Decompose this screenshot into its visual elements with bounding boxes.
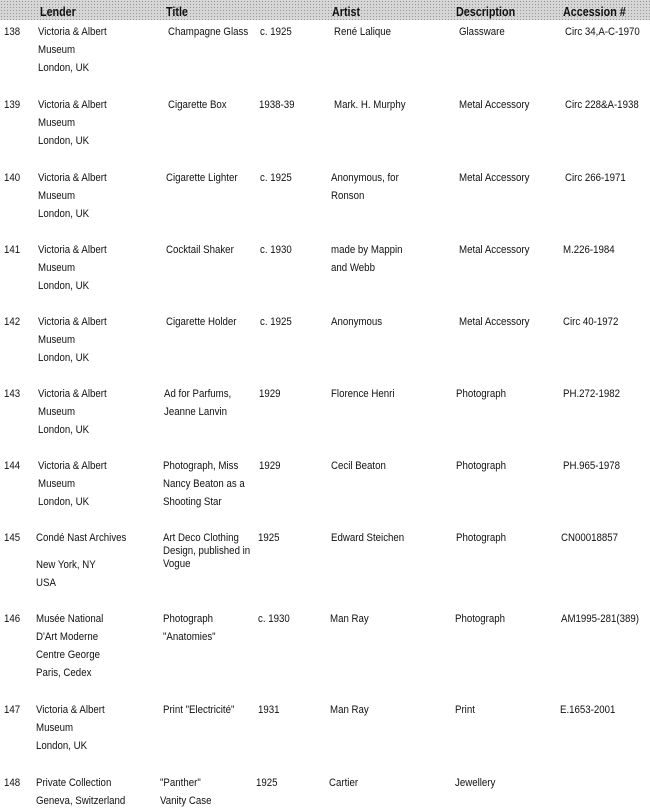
lender-cell-line: London, UK: [38, 62, 90, 74]
title-cell-line: Cigarette Lighter: [166, 172, 238, 184]
title-cell: [166, 241, 234, 259]
row-number: 139: [4, 99, 21, 111]
title-cell: [163, 532, 250, 571]
title-cell: [163, 701, 234, 719]
title-cell-line: "Anatomies": [163, 631, 216, 643]
lender-cell-line: Museum: [38, 117, 76, 129]
artist-cell-line: Anonymous: [331, 316, 383, 328]
lender-cell: [36, 610, 103, 682]
title-cell: [163, 610, 216, 646]
description-cell: Photograph: [456, 460, 507, 472]
lender-cell: [38, 169, 107, 223]
lender-cell-line: Victoria & Albert: [36, 704, 105, 716]
header-artist: Artist: [332, 5, 361, 19]
lender-cell: [36, 774, 125, 810]
lender-cell-line: Condé Nast Archives: [36, 532, 127, 544]
lender-cell-line: Musée National: [36, 613, 104, 625]
title-cell: [163, 457, 245, 511]
artist-cell-line: and Webb: [331, 262, 375, 274]
row-number: 138: [4, 26, 21, 38]
date-cell: c. 1930: [260, 244, 292, 256]
accession-cell: PH.272-1982: [563, 388, 621, 400]
description-cell: Print: [455, 704, 475, 716]
lender-cell-line: Paris, Cedex: [36, 667, 92, 679]
title-cell-line: "Panther": [160, 777, 201, 789]
lender-cell-line: USA: [36, 577, 56, 589]
artist-cell: [334, 23, 391, 41]
accession-cell: M.226-1984: [563, 244, 615, 256]
date-cell: c. 1925: [260, 172, 292, 184]
lender-cell-line: London, UK: [38, 208, 90, 220]
accession-cell: PH.965-1978: [563, 460, 621, 472]
artist-cell-line: Man Ray: [330, 704, 369, 716]
title-cell-line: Champagne Glass: [168, 26, 249, 38]
artist-cell-line: Cecil Beaton: [331, 460, 386, 472]
artist-cell: [331, 385, 394, 403]
header-lender: Lender: [40, 5, 76, 19]
row-number: 144: [4, 460, 21, 472]
title-cell-line: Print "Electricité": [163, 704, 235, 716]
lender-cell-line: London, UK: [38, 496, 90, 508]
description-cell: Photograph: [456, 532, 507, 544]
lender-cell-line: D'Art Moderne: [36, 631, 99, 643]
description-cell: Metal Accessory: [459, 99, 530, 111]
title-cell: [160, 774, 211, 810]
description-cell: Photograph: [456, 388, 507, 400]
artist-cell-line: made by Mappin: [331, 244, 403, 256]
date-cell: 1929: [259, 388, 281, 400]
lender-cell-line: Victoria & Albert: [38, 244, 107, 256]
artist-cell: [331, 313, 382, 331]
lender-cell-line: Museum: [38, 334, 76, 346]
lender-cell: [38, 385, 107, 439]
row-number: 148: [4, 777, 21, 789]
lender-cell-line: Museum: [38, 262, 76, 274]
lender-cell-line: Victoria & Albert: [38, 460, 107, 472]
artist-cell: [329, 774, 358, 792]
lender-cell-line: Geneva, Switzerland: [36, 795, 126, 807]
title-cell-line: Shooting Star: [163, 496, 222, 508]
artist-cell: [330, 610, 369, 628]
accession-cell: CN00018857: [561, 532, 619, 544]
title-cell: [166, 169, 238, 187]
title-cell: [168, 23, 248, 41]
date-cell: c. 1925: [260, 26, 292, 38]
title-cell-line: Cocktail Shaker: [166, 244, 234, 256]
artist-cell-line: Edward Steichen: [331, 532, 405, 544]
date-cell: 1929: [259, 460, 281, 472]
date-cell: c. 1925: [260, 316, 292, 328]
accession-cell: Circ 40-1972: [563, 316, 619, 328]
artist-cell-line: Mark. H. Murphy: [334, 99, 406, 111]
artist-cell: [330, 701, 369, 719]
row-number: 147: [4, 704, 21, 716]
title-cell-line: Cigarette Holder: [166, 316, 237, 328]
description-cell: Photograph: [455, 613, 506, 625]
title-cell-line: Art Deco Clothing: [163, 532, 239, 544]
lender-cell-line: Victoria & Albert: [38, 172, 107, 184]
date-cell: 1931: [258, 704, 280, 716]
header-description: Description: [456, 5, 516, 19]
lender-cell-line: Museum: [38, 406, 76, 418]
lender-cell-line: Museum: [38, 190, 76, 202]
artist-cell-line: Man Ray: [330, 613, 369, 625]
title-cell-line: Nancy Beaton as a: [163, 478, 245, 490]
date-cell: 1925: [258, 532, 280, 544]
lender-cell: [38, 241, 107, 295]
lender-cell-line: Victoria & Albert: [38, 388, 107, 400]
artist-cell: [331, 457, 386, 475]
header-title: Title: [166, 5, 188, 19]
lender-cell: [38, 23, 107, 77]
title-cell-line: Jeanne Lanvin: [164, 406, 227, 418]
accession-cell: AM1995-281(389): [561, 613, 640, 625]
artist-cell: [331, 529, 404, 547]
lender-cell-line: Victoria & Albert: [38, 99, 107, 111]
artist-cell: [334, 96, 406, 114]
date-cell: 1925: [256, 777, 278, 789]
artist-cell-line: Ronson: [331, 190, 365, 202]
table-header: [0, 0, 650, 20]
title-cell-line: Cigarette Box: [168, 99, 227, 111]
title-cell: [164, 385, 231, 421]
lender-cell-line: Private Collection: [36, 777, 112, 789]
title-cell-line: Photograph: [163, 613, 214, 625]
lender-cell-line: Victoria & Albert: [38, 26, 107, 38]
title-cell-line: Vanity Case: [160, 795, 212, 807]
accession-cell: E.1653-2001: [560, 704, 616, 716]
artist-cell-line: René Lalique: [334, 26, 392, 38]
lender-cell-line: Museum: [38, 478, 76, 490]
lender-cell: [38, 96, 107, 150]
description-cell: Metal Accessory: [459, 172, 530, 184]
lender-cell-line: Centre George: [36, 649, 101, 661]
lender-cell-line: Museum: [38, 44, 76, 56]
lender-cell-line: Museum: [36, 722, 74, 734]
lender-cell-line: New York, NY: [36, 559, 96, 571]
lender-cell: [38, 457, 107, 511]
title-cell: [166, 313, 236, 331]
title-cell-line: Vogue: [163, 558, 191, 570]
date-cell: 1938-39: [259, 99, 295, 111]
accession-cell: Circ 266-1971: [565, 172, 626, 184]
artist-cell: [331, 169, 399, 205]
lender-cell: [36, 701, 105, 755]
title-cell-line: Photograph, Miss: [163, 460, 239, 472]
artist-cell-line: Florence Henri: [331, 388, 395, 400]
description-cell: Glassware: [459, 26, 505, 38]
date-cell: c. 1930: [258, 613, 290, 625]
row-number: 146: [4, 613, 21, 625]
artist-cell: [331, 241, 403, 277]
lender-cell: [38, 313, 107, 367]
row-number: 145: [4, 532, 21, 544]
description-cell: Metal Accessory: [459, 316, 530, 328]
description-cell: Jewellery: [455, 777, 496, 789]
lender-cell-line: London, UK: [38, 280, 90, 292]
lender-cell-line: London, UK: [38, 135, 90, 147]
lender-cell-line: London, UK: [36, 740, 88, 752]
artist-cell-line: Anonymous, for: [331, 172, 399, 184]
header-accession: Accession #: [563, 5, 626, 19]
artist-cell-line: Cartier: [329, 777, 359, 789]
lender-cell-line: London, UK: [38, 424, 90, 436]
row-number: 142: [4, 316, 21, 328]
lender-cell-line: Victoria & Albert: [38, 316, 107, 328]
row-number: 143: [4, 388, 21, 400]
row-number: 141: [4, 244, 21, 256]
row-number: 140: [4, 172, 21, 184]
lender-cell-line: London, UK: [38, 352, 90, 364]
title-cell-line: Design, published in: [163, 545, 251, 557]
description-cell: Metal Accessory: [459, 244, 530, 256]
accession-cell: Circ 34,A-C-1970: [565, 26, 640, 38]
title-cell: [168, 96, 227, 114]
accession-cell: Circ 228&A-1938: [565, 99, 639, 111]
title-cell-line: Ad for Parfums,: [164, 388, 232, 400]
lender-cell: [36, 529, 126, 592]
